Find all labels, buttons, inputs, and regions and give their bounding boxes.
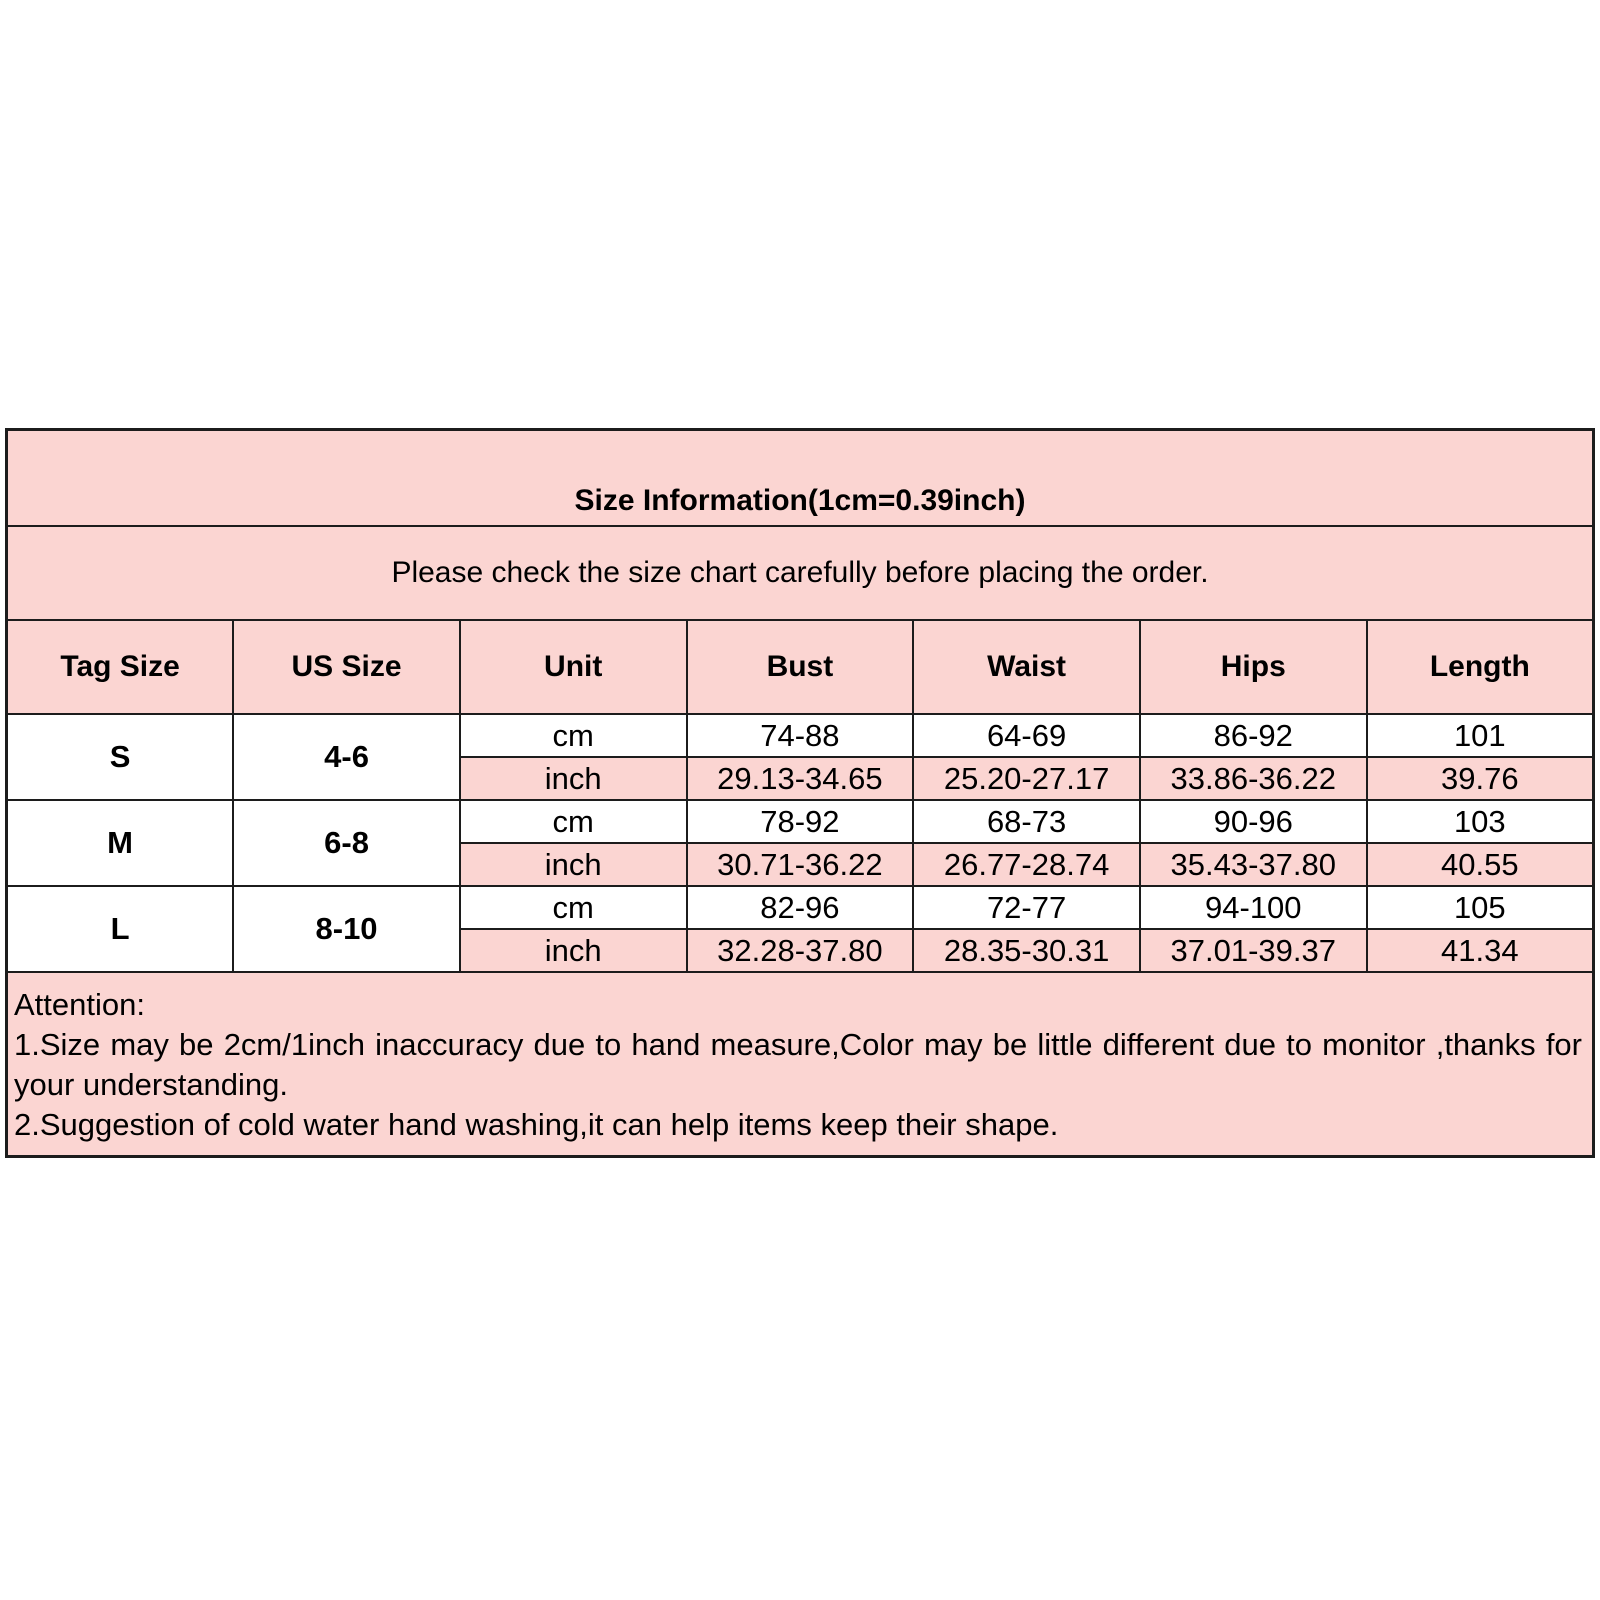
chart-subtitle: Please check the size chart carefully before placing the order. <box>7 526 1594 620</box>
unit-cm: cm <box>460 800 687 843</box>
size-row-s-cm <box>7 714 1594 757</box>
unit-cm: cm <box>460 886 687 929</box>
attention-item-1: 1.Size may be 2cm/1inch inaccuracy due to hand measure,Color may be little different due to monitor ,thanks for your understanding. <box>14 1027 1582 1102</box>
unit-inch: inch <box>460 929 687 972</box>
column-header-bust: Bust <box>687 620 914 714</box>
bust-value: 82-96 <box>687 886 914 929</box>
column-header-row <box>7 620 1594 714</box>
length-value: 105 <box>1367 886 1594 929</box>
waist-value: 28.35-30.31 <box>913 929 1140 972</box>
attention-note <box>7 972 1594 1157</box>
subtitle-row <box>7 526 1594 620</box>
waist-value: 25.20-27.17 <box>913 757 1140 800</box>
column-header-tag-size: Tag Size <box>7 620 234 714</box>
tag-size-m: M <box>7 800 234 886</box>
hips-value: 37.01-39.37 <box>1140 929 1367 972</box>
length-value: 39.76 <box>1367 757 1594 800</box>
bust-value: 29.13-34.65 <box>687 757 914 800</box>
hips-value: 35.43-37.80 <box>1140 843 1367 886</box>
unit-cm: cm <box>460 714 687 757</box>
tag-size-l: L <box>7 886 234 972</box>
hips-value: 33.86-36.22 <box>1140 757 1367 800</box>
waist-value: 68-73 <box>913 800 1140 843</box>
size-chart-table <box>5 428 1595 1158</box>
length-value: 40.55 <box>1367 843 1594 886</box>
attention-row <box>7 972 1594 1157</box>
chart-title: Size Information(1cm=0.39inch) <box>7 430 1594 527</box>
attention-item-2: 2.Suggestion of cold water hand washing,it can help items keep their shape. <box>14 1107 1059 1142</box>
column-header-length: Length <box>1367 620 1594 714</box>
column-header-waist: Waist <box>913 620 1140 714</box>
length-value: 41.34 <box>1367 929 1594 972</box>
us-size-m: 6-8 <box>233 800 460 886</box>
us-size-s: 4-6 <box>233 714 460 800</box>
unit-inch: inch <box>460 757 687 800</box>
column-header-hips: Hips <box>1140 620 1367 714</box>
hips-value: 86-92 <box>1140 714 1367 757</box>
bust-value: 30.71-36.22 <box>687 843 914 886</box>
size-row-m-cm <box>7 800 1594 843</box>
title-row <box>7 430 1594 527</box>
waist-value: 64-69 <box>913 714 1140 757</box>
bust-value: 78-92 <box>687 800 914 843</box>
bust-value: 74-88 <box>687 714 914 757</box>
length-value: 101 <box>1367 714 1594 757</box>
column-header-us-size: US Size <box>233 620 460 714</box>
attention-heading: Attention: <box>14 987 145 1022</box>
unit-inch: inch <box>460 843 687 886</box>
us-size-l: 8-10 <box>233 886 460 972</box>
hips-value: 90-96 <box>1140 800 1367 843</box>
waist-value: 72-77 <box>913 886 1140 929</box>
size-row-l-cm <box>7 886 1594 929</box>
hips-value: 94-100 <box>1140 886 1367 929</box>
waist-value: 26.77-28.74 <box>913 843 1140 886</box>
bust-value: 32.28-37.80 <box>687 929 914 972</box>
tag-size-s: S <box>7 714 234 800</box>
column-header-unit: Unit <box>460 620 687 714</box>
length-value: 103 <box>1367 800 1594 843</box>
